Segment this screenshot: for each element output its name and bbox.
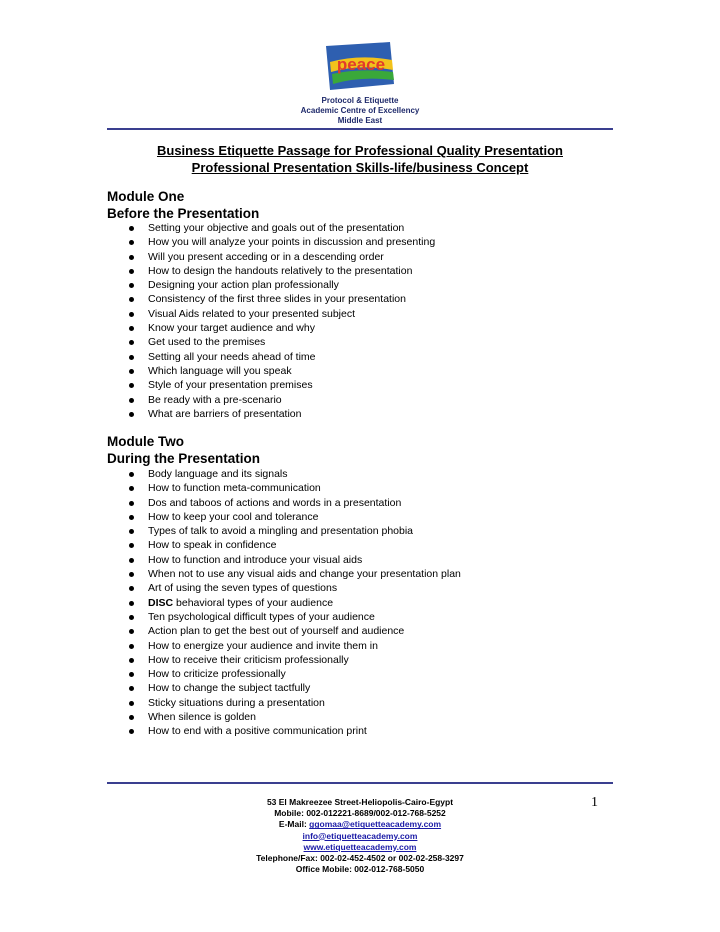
list-item-text: Action plan to get the best out of yourself and audience xyxy=(148,625,405,638)
list-item-text: How to change the subject tactfully xyxy=(148,682,311,695)
footer-rule xyxy=(107,782,613,784)
list-item xyxy=(107,481,461,495)
bullet-icon xyxy=(129,283,134,288)
list-item xyxy=(107,581,461,595)
list-item xyxy=(107,264,435,278)
bullet-icon xyxy=(129,615,134,620)
list-item xyxy=(107,567,461,581)
list-item-text: Dos and taboos of actions and words in a presentation xyxy=(148,496,402,509)
peace-flag-logo-icon xyxy=(320,40,400,96)
academy-logo xyxy=(290,40,430,126)
logo-mark-text: peace xyxy=(336,55,386,74)
module-two-heading: Module Two xyxy=(107,434,184,449)
list-item-text: Body language and its signals xyxy=(148,468,288,480)
footer-email-label: E-Mail: xyxy=(278,819,310,830)
bullet-icon xyxy=(129,326,134,331)
bullet-icon xyxy=(129,686,134,691)
list-item-text: Ten psychological difficult types of your audience xyxy=(148,610,375,623)
list-item-text: How you will analyze your points in discussion and presenting xyxy=(148,236,436,249)
list-item xyxy=(107,307,435,321)
list-item-text: Types of talk to avoid a mingling and presentation phobia xyxy=(148,525,414,538)
list-item xyxy=(107,335,435,349)
bullet-icon xyxy=(129,629,134,634)
bullet-icon xyxy=(129,226,134,231)
bullet-icon xyxy=(129,240,134,245)
list-item xyxy=(107,221,435,235)
email-link-info[interactable]: info@etiquetteacademy.com xyxy=(302,830,418,841)
list-item xyxy=(107,624,461,638)
module-two-subheading: During the Presentation xyxy=(107,451,261,466)
list-item-text: How to keep your cool and tolerance xyxy=(148,510,319,523)
list-item-text: How to criticize professionally xyxy=(148,668,286,681)
list-item xyxy=(107,364,435,378)
list-item xyxy=(107,407,435,421)
list-item-text: How to receive their criticism professionally xyxy=(148,653,349,666)
list-item-text: Be ready with a pre-scenario xyxy=(148,393,282,406)
bullet-icon xyxy=(129,543,134,548)
list-item xyxy=(107,696,461,710)
list-item-text: How to function and introduce your visual aids xyxy=(148,553,363,566)
footer-office-mobile: Office Mobile: 002-012-768-5050 xyxy=(295,864,425,875)
list-item-text: How to end with a positive communication print xyxy=(148,725,367,738)
bullet-icon xyxy=(129,501,134,506)
footer-address: 53 El Makreezee Street-Heliopolis-Cairo-Egypt xyxy=(266,797,454,807)
header-rule xyxy=(107,128,613,130)
list-item xyxy=(107,653,461,667)
document-subtitle: Professional Presentation Skills-life/business Concept xyxy=(191,160,529,175)
bullet-icon xyxy=(129,601,134,606)
list-item xyxy=(107,378,435,392)
list-item-text: When not to use any visual aids and change your presentation plan xyxy=(148,568,461,581)
list-item xyxy=(107,467,461,481)
bullet-icon xyxy=(129,255,134,260)
list-item-text: Which language will you speak xyxy=(148,364,292,377)
logo-line-2: Academic Centre of Excellency xyxy=(300,106,420,115)
bullet-icon xyxy=(129,412,134,417)
list-item-text: How to energize your audience and invite them in xyxy=(148,639,378,652)
module-two-list xyxy=(107,467,461,739)
list-item xyxy=(107,681,461,695)
page-number: 1 xyxy=(591,795,598,810)
list-item-text: Setting all your needs ahead of time xyxy=(148,350,316,363)
logo-line-3: Middle East xyxy=(337,116,383,125)
module-one-list xyxy=(107,221,435,421)
list-item-text: Art of using the seven types of questions xyxy=(148,582,338,595)
list-item xyxy=(107,553,461,567)
list-item xyxy=(107,710,461,724)
list-item xyxy=(107,724,461,738)
list-item-text: Know your target audience and why xyxy=(148,322,315,335)
list-item-text: Consistency of the first three slides in your presentation xyxy=(148,293,406,306)
list-item xyxy=(107,292,435,306)
list-item xyxy=(107,667,461,681)
email-link-ggomaa[interactable]: ggomaa@etiquetteacademy.com xyxy=(309,819,442,830)
bullet-icon xyxy=(129,383,134,388)
list-item-text: Designing your action plan professionally xyxy=(148,279,339,292)
footer-contact xyxy=(107,797,613,875)
list-item-text: Get used to the premises xyxy=(148,336,266,349)
document-title: Business Etiquette Passage for Professional Quality Presentation xyxy=(156,143,563,158)
module-one-subheading: Before the Presentation xyxy=(107,206,260,221)
bullet-icon xyxy=(129,340,134,345)
bullet-icon xyxy=(129,355,134,360)
bullet-icon xyxy=(129,644,134,649)
list-item xyxy=(107,250,435,264)
bullet-icon xyxy=(129,472,134,477)
disc-bold-text: DISC xyxy=(148,596,174,609)
list-item-text: Sticky situations during a presentation xyxy=(148,696,325,709)
list-item xyxy=(107,510,461,524)
list-item-text: How to speak in confidence xyxy=(148,539,277,552)
website-link[interactable]: www.etiquetteacademy.com xyxy=(303,841,417,852)
list-item xyxy=(107,235,435,249)
list-item xyxy=(107,321,435,335)
bullet-icon xyxy=(129,572,134,577)
footer-email-row xyxy=(107,819,613,830)
bullet-icon xyxy=(129,558,134,563)
list-item-text: How to design the handouts relatively to the presentation xyxy=(148,264,413,277)
logo-line-1: Protocol & Etiquette xyxy=(321,96,399,105)
bullet-icon xyxy=(129,701,134,706)
list-item xyxy=(107,639,461,653)
footer-telephone: Telephone/Fax: 002-02-452-4502 or 002-02-258-3297 xyxy=(256,853,464,864)
bullet-icon xyxy=(129,658,134,663)
list-item xyxy=(107,538,461,552)
list-item xyxy=(107,596,461,610)
list-item-text: How to function meta-communication xyxy=(148,482,321,495)
bullet-icon xyxy=(129,729,134,734)
bullet-icon xyxy=(129,715,134,720)
list-item-text: Visual Aids related to your presented subject xyxy=(148,307,356,320)
list-item xyxy=(107,496,461,510)
list-item xyxy=(107,278,435,292)
list-item xyxy=(107,524,461,538)
bullet-icon xyxy=(129,529,134,534)
list-item-text: What are barriers of presentation xyxy=(148,407,302,420)
bullet-icon xyxy=(129,515,134,520)
list-item xyxy=(107,393,435,407)
list-item-text: behavioral types of your audience xyxy=(173,596,334,609)
list-item-text: Setting your objective and goals out of the presentation xyxy=(148,222,405,234)
footer-mobile: Mobile: 002-012221-8689/002-012-768-5252 xyxy=(274,808,446,819)
list-item-text: Style of your presentation premises xyxy=(148,379,313,392)
bullet-icon xyxy=(129,312,134,317)
list-item-text: Will you present acceding or in a descending order xyxy=(148,250,384,263)
bullet-icon xyxy=(129,369,134,374)
module-one-heading: Module One xyxy=(107,189,185,204)
bullet-icon xyxy=(129,269,134,274)
bullet-icon xyxy=(129,586,134,591)
bullet-icon xyxy=(129,297,134,302)
bullet-icon xyxy=(129,486,134,491)
list-item xyxy=(107,610,461,624)
list-item-text: When silence is golden xyxy=(148,711,256,724)
bullet-icon xyxy=(129,672,134,677)
list-item xyxy=(107,350,435,364)
bullet-icon xyxy=(129,398,134,403)
